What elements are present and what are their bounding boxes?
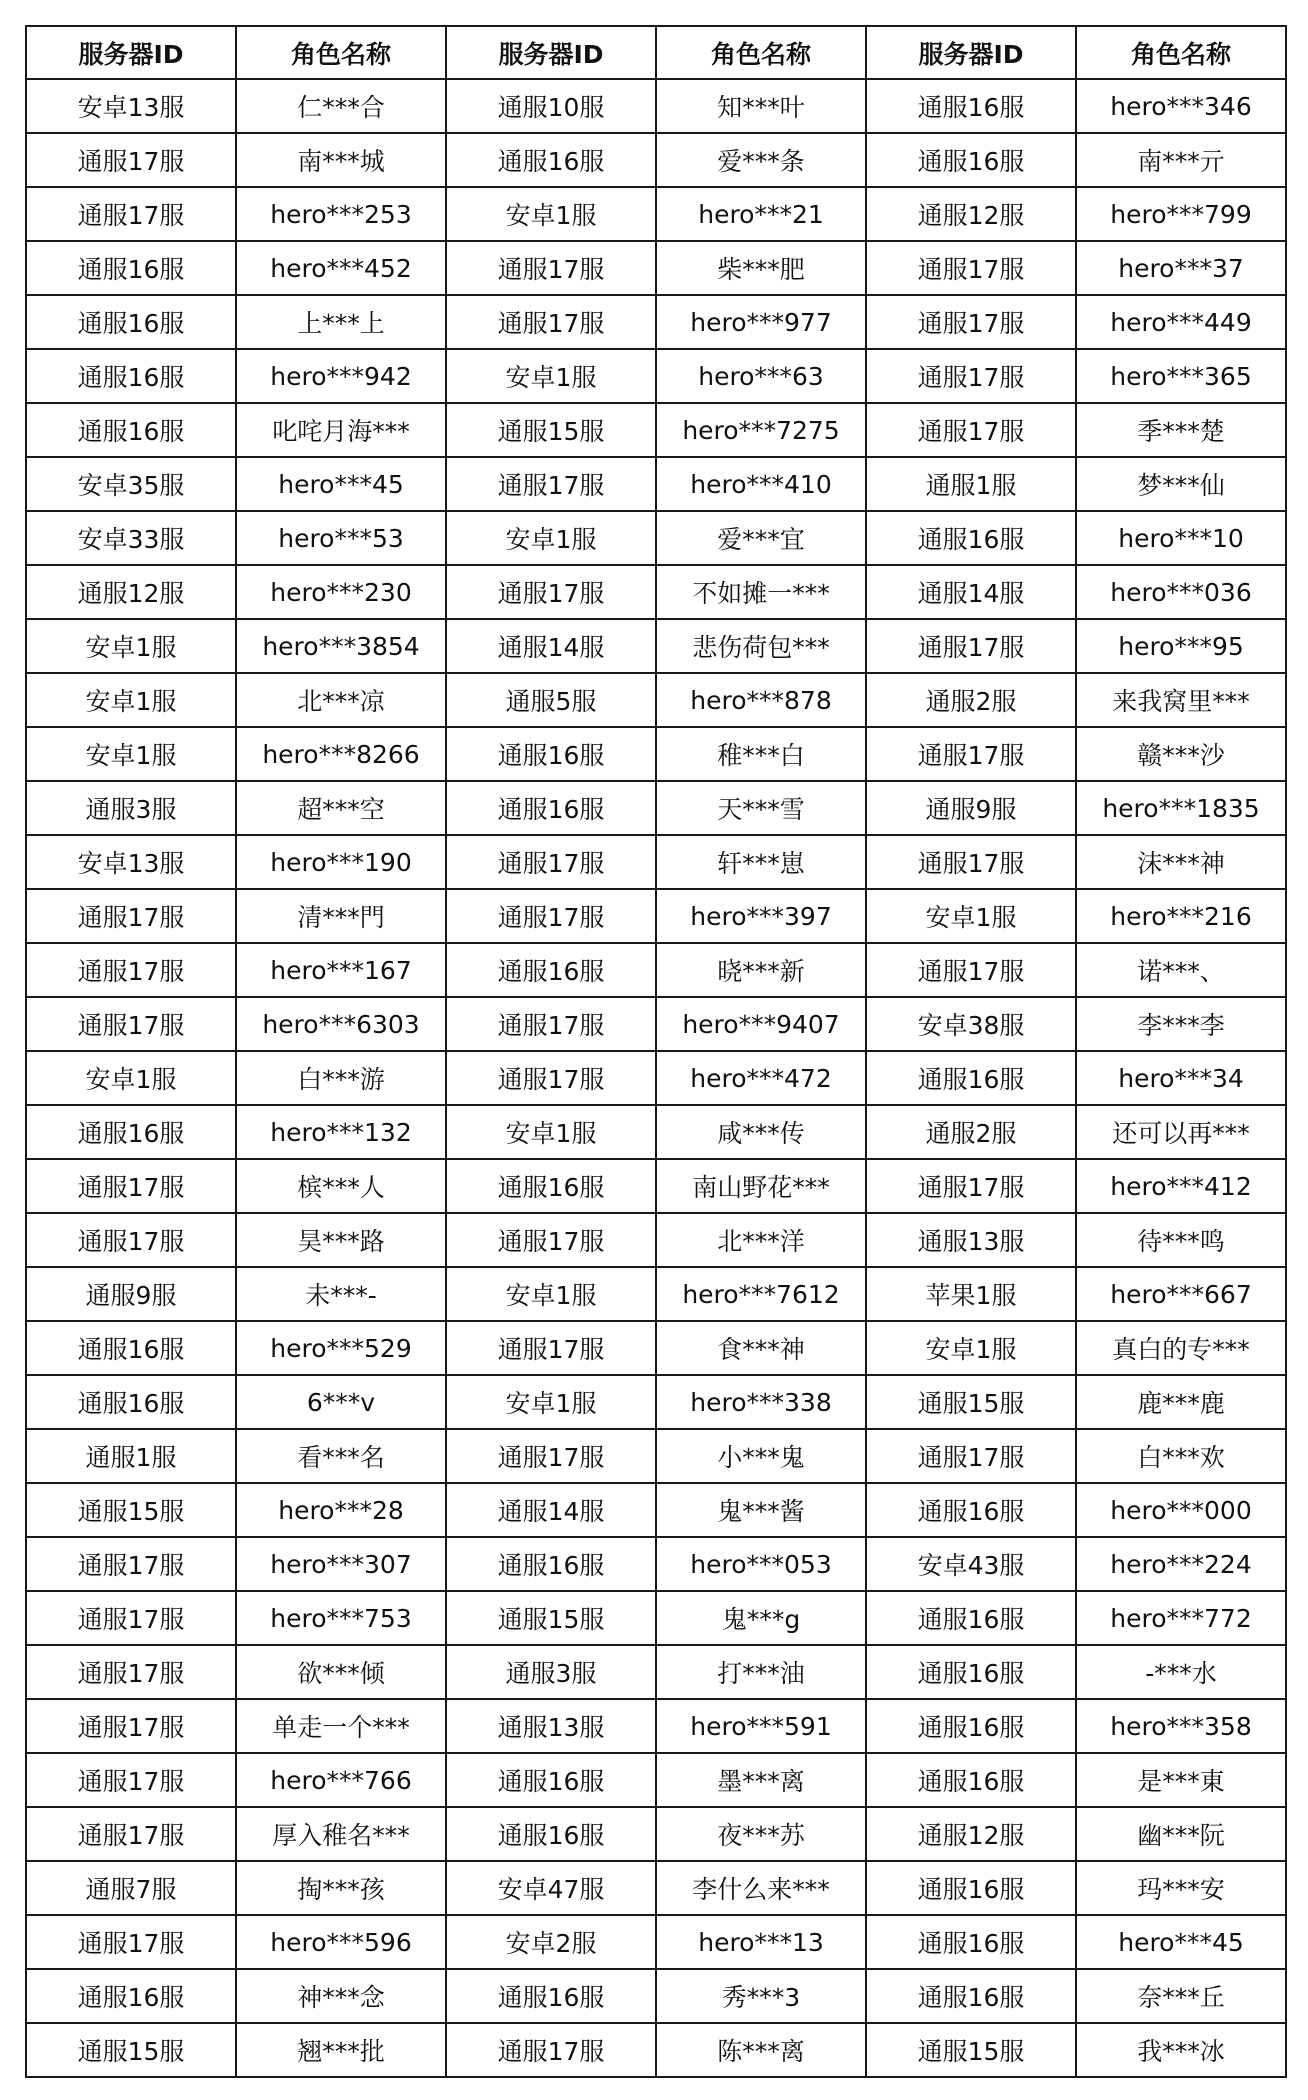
server-id-cell: 通服17服: [446, 1213, 656, 1267]
table-row: [26, 565, 1286, 619]
server-id-cell: 通服16服: [26, 1375, 236, 1429]
server-id-cell: 安卓1服: [26, 727, 236, 781]
role-name-cell: 夜***苏: [656, 1807, 866, 1861]
table-row: [26, 997, 1286, 1051]
role-name-cell: hero***34: [1076, 1051, 1286, 1105]
server-id-cell: 通服12服: [26, 565, 236, 619]
server-id-cell: 通服17服: [446, 241, 656, 295]
server-id-cell: 安卓2服: [446, 1915, 656, 1969]
role-name-cell: 槟***人: [236, 1159, 446, 1213]
role-name-cell: 稚***白: [656, 727, 866, 781]
server-id-cell: 通服12服: [866, 1807, 1076, 1861]
table-row: [26, 889, 1286, 943]
server-id-cell: 通服16服: [866, 1645, 1076, 1699]
server-id-cell: 通服17服: [866, 835, 1076, 889]
server-id-cell: 通服17服: [26, 997, 236, 1051]
server-id-cell: 通服17服: [26, 1645, 236, 1699]
server-id-cell: 通服17服: [866, 727, 1076, 781]
server-id-cell: 通服16服: [26, 241, 236, 295]
server-id-cell: 通服17服: [446, 835, 656, 889]
role-name-cell: 悲伤荷包***: [656, 619, 866, 673]
role-name-cell: hero***878: [656, 673, 866, 727]
server-id-cell: 通服15服: [866, 2023, 1076, 2077]
role-name-cell: hero***21: [656, 187, 866, 241]
table-row: [26, 133, 1286, 187]
table-row: [26, 727, 1286, 781]
role-name-cell: hero***6303: [236, 997, 446, 1051]
role-name-cell: 掏***孩: [236, 1861, 446, 1915]
role-name-cell: 白***欢: [1076, 1429, 1286, 1483]
role-name-cell: hero***230: [236, 565, 446, 619]
role-name-cell: hero***410: [656, 457, 866, 511]
server-id-cell: 安卓43服: [866, 1537, 1076, 1591]
role-name-cell: 幽***阮: [1076, 1807, 1286, 1861]
role-name-cell: 还可以再***: [1076, 1105, 1286, 1159]
table-row: [26, 1915, 1286, 1969]
server-id-cell: 安卓47服: [446, 1861, 656, 1915]
role-name-cell: 昊***路: [236, 1213, 446, 1267]
table-row: [26, 673, 1286, 727]
role-name-cell: 轩***崽: [656, 835, 866, 889]
role-name-cell: hero***053: [656, 1537, 866, 1591]
server-id-cell: 通服16服: [866, 1915, 1076, 1969]
table-row: [26, 1753, 1286, 1807]
server-id-cell: 通服17服: [446, 2023, 656, 2077]
server-id-cell: 通服9服: [26, 1267, 236, 1321]
table-row: [26, 79, 1286, 133]
server-id-cell: 通服16服: [26, 295, 236, 349]
winners-table-container: [25, 25, 1285, 2078]
role-name-cell: 未***-: [236, 1267, 446, 1321]
header-server-id-2: 服务器ID: [446, 26, 656, 79]
role-name-cell: 奈***丘: [1076, 1969, 1286, 2023]
table-row: [26, 511, 1286, 565]
server-id-cell: 通服3服: [446, 1645, 656, 1699]
server-id-cell: 安卓1服: [866, 889, 1076, 943]
server-id-cell: 通服16服: [446, 943, 656, 997]
role-name-cell: hero***397: [656, 889, 866, 943]
server-id-cell: 通服13服: [446, 1699, 656, 1753]
role-name-cell: hero***667: [1076, 1267, 1286, 1321]
role-name-cell: hero***45: [1076, 1915, 1286, 1969]
header-row: [26, 26, 1286, 79]
role-name-cell: hero***53: [236, 511, 446, 565]
role-name-cell: hero***942: [236, 349, 446, 403]
role-name-cell: 鬼***酱: [656, 1483, 866, 1537]
table-row: [26, 1429, 1286, 1483]
role-name-cell: 梦***仙: [1076, 457, 1286, 511]
server-id-cell: 通服17服: [26, 943, 236, 997]
server-id-cell: 通服16服: [866, 1753, 1076, 1807]
server-id-cell: 通服17服: [26, 1591, 236, 1645]
role-name-cell: 爱***宜: [656, 511, 866, 565]
server-id-cell: 安卓13服: [26, 79, 236, 133]
role-name-cell: 南***亓: [1076, 133, 1286, 187]
role-name-cell: hero***449: [1076, 295, 1286, 349]
server-id-cell: 通服17服: [866, 943, 1076, 997]
server-id-cell: 通服17服: [446, 565, 656, 619]
role-name-cell: hero***799: [1076, 187, 1286, 241]
role-name-cell: 李***李: [1076, 997, 1286, 1051]
table-row: [26, 781, 1286, 835]
role-name-cell: hero***224: [1076, 1537, 1286, 1591]
table-row: [26, 457, 1286, 511]
server-id-cell: 通服16服: [866, 1051, 1076, 1105]
role-name-cell: 南山野花***: [656, 1159, 866, 1213]
server-id-cell: 通服10服: [446, 79, 656, 133]
server-id-cell: 通服16服: [26, 1321, 236, 1375]
role-name-cell: hero***753: [236, 1591, 446, 1645]
server-id-cell: 通服5服: [446, 673, 656, 727]
server-id-cell: 安卓35服: [26, 457, 236, 511]
role-name-cell: hero***338: [656, 1375, 866, 1429]
role-name-cell: hero***346: [1076, 79, 1286, 133]
server-id-cell: 通服17服: [26, 1915, 236, 1969]
role-name-cell: hero***7275: [656, 403, 866, 457]
role-name-cell: hero***3854: [236, 619, 446, 673]
role-name-cell: 赣***沙: [1076, 727, 1286, 781]
role-name-cell: 打***油: [656, 1645, 866, 1699]
server-id-cell: 通服16服: [446, 727, 656, 781]
server-id-cell: 通服17服: [866, 241, 1076, 295]
server-id-cell: 通服17服: [26, 1807, 236, 1861]
role-name-cell: -***水: [1076, 1645, 1286, 1699]
role-name-cell: 欲***倾: [236, 1645, 446, 1699]
table-row: [26, 943, 1286, 997]
role-name-cell: 单走一个***: [236, 1699, 446, 1753]
server-id-cell: 通服16服: [446, 1753, 656, 1807]
server-id-cell: 安卓33服: [26, 511, 236, 565]
server-id-cell: 通服16服: [446, 1807, 656, 1861]
server-id-cell: 通服16服: [26, 349, 236, 403]
role-name-cell: hero***7612: [656, 1267, 866, 1321]
table-row: [26, 1321, 1286, 1375]
role-name-cell: 超***空: [236, 781, 446, 835]
table-row: [26, 1213, 1286, 1267]
server-id-cell: 通服1服: [26, 1429, 236, 1483]
role-name-cell: hero***13: [656, 1915, 866, 1969]
table-row: [26, 1645, 1286, 1699]
role-name-cell: hero***190: [236, 835, 446, 889]
table-row: [26, 1105, 1286, 1159]
server-id-cell: 通服17服: [446, 1051, 656, 1105]
server-id-cell: 通服1服: [866, 457, 1076, 511]
role-name-cell: 鹿***鹿: [1076, 1375, 1286, 1429]
role-name-cell: hero***365: [1076, 349, 1286, 403]
role-name-cell: 墨***离: [656, 1753, 866, 1807]
server-id-cell: 通服17服: [26, 1699, 236, 1753]
role-name-cell: hero***472: [656, 1051, 866, 1105]
role-name-cell: hero***529: [236, 1321, 446, 1375]
role-name-cell: hero***1835: [1076, 781, 1286, 835]
role-name-cell: 秀***3: [656, 1969, 866, 2023]
server-id-cell: 安卓1服: [446, 349, 656, 403]
server-id-cell: 通服16服: [866, 1969, 1076, 2023]
role-name-cell: 北***凉: [236, 673, 446, 727]
role-name-cell: 来我窝里***: [1076, 673, 1286, 727]
table-body: [26, 79, 1286, 2077]
server-id-cell: 通服9服: [866, 781, 1076, 835]
role-name-cell: 叱咤月海***: [236, 403, 446, 457]
role-name-cell: 食***神: [656, 1321, 866, 1375]
server-id-cell: 通服17服: [446, 1321, 656, 1375]
server-id-cell: 安卓1服: [866, 1321, 1076, 1375]
role-name-cell: 清***門: [236, 889, 446, 943]
server-id-cell: 通服16服: [26, 1105, 236, 1159]
server-id-cell: 通服14服: [866, 565, 1076, 619]
table-row: [26, 1483, 1286, 1537]
server-id-cell: 通服16服: [866, 1483, 1076, 1537]
table-row: [26, 1537, 1286, 1591]
role-name-cell: hero***307: [236, 1537, 446, 1591]
server-id-cell: 通服17服: [866, 1159, 1076, 1213]
role-name-cell: hero***45: [236, 457, 446, 511]
server-id-cell: 通服16服: [446, 133, 656, 187]
role-name-cell: hero***596: [236, 1915, 446, 1969]
role-name-cell: 季***楚: [1076, 403, 1286, 457]
role-name-cell: hero***253: [236, 187, 446, 241]
table-row: [26, 295, 1286, 349]
server-id-cell: 通服17服: [446, 997, 656, 1051]
header-role-name-2: 角色名称: [656, 26, 866, 79]
server-id-cell: 通服14服: [446, 1483, 656, 1537]
server-id-cell: 通服16服: [446, 1969, 656, 2023]
table-header: [26, 26, 1286, 79]
winners-table: [25, 25, 1287, 2078]
header-role-name-3: 角色名称: [1076, 26, 1286, 79]
table-row: [26, 835, 1286, 889]
server-id-cell: 通服16服: [866, 1699, 1076, 1753]
role-name-cell: hero***28: [236, 1483, 446, 1537]
role-name-cell: 看***名: [236, 1429, 446, 1483]
server-id-cell: 通服16服: [866, 511, 1076, 565]
server-id-cell: 通服17服: [866, 619, 1076, 673]
header-server-id-1: 服务器ID: [26, 26, 236, 79]
server-id-cell: 安卓1服: [446, 187, 656, 241]
role-name-cell: hero***167: [236, 943, 446, 997]
server-id-cell: 通服16服: [26, 1969, 236, 2023]
server-id-cell: 通服16服: [866, 1861, 1076, 1915]
role-name-cell: hero***772: [1076, 1591, 1286, 1645]
role-name-cell: hero***452: [236, 241, 446, 295]
role-name-cell: 神***念: [236, 1969, 446, 2023]
role-name-cell: 天***雪: [656, 781, 866, 835]
server-id-cell: 通服12服: [866, 187, 1076, 241]
role-name-cell: 北***洋: [656, 1213, 866, 1267]
server-id-cell: 安卓1服: [446, 511, 656, 565]
server-id-cell: 安卓1服: [26, 673, 236, 727]
server-id-cell: 通服17服: [26, 187, 236, 241]
table-row: [26, 1051, 1286, 1105]
server-id-cell: 通服15服: [446, 1591, 656, 1645]
server-id-cell: 安卓1服: [446, 1375, 656, 1429]
role-name-cell: 李什么来***: [656, 1861, 866, 1915]
role-name-cell: 真白的专***: [1076, 1321, 1286, 1375]
server-id-cell: 通服17服: [26, 1537, 236, 1591]
table-row: [26, 349, 1286, 403]
role-name-cell: 翘***批: [236, 2023, 446, 2077]
table-row: [26, 1699, 1286, 1753]
server-id-cell: 通服16服: [446, 1159, 656, 1213]
role-name-cell: 陈***离: [656, 2023, 866, 2077]
server-id-cell: 通服7服: [26, 1861, 236, 1915]
table-row: [26, 1807, 1286, 1861]
role-name-cell: 仁***合: [236, 79, 446, 133]
server-id-cell: 通服2服: [866, 1105, 1076, 1159]
server-id-cell: 通服16服: [866, 133, 1076, 187]
server-id-cell: 通服17服: [446, 889, 656, 943]
server-id-cell: 通服17服: [446, 1429, 656, 1483]
table-row: [26, 1969, 1286, 2023]
server-id-cell: 通服16服: [866, 1591, 1076, 1645]
role-name-cell: hero***216: [1076, 889, 1286, 943]
header-server-id-3: 服务器ID: [866, 26, 1076, 79]
server-id-cell: 通服17服: [446, 457, 656, 511]
table-row: [26, 187, 1286, 241]
role-name-cell: 是***東: [1076, 1753, 1286, 1807]
role-name-cell: 白***游: [236, 1051, 446, 1105]
table-row: [26, 2023, 1286, 2077]
server-id-cell: 通服17服: [446, 295, 656, 349]
server-id-cell: 通服17服: [866, 1429, 1076, 1483]
role-name-cell: 咸***传: [656, 1105, 866, 1159]
server-id-cell: 通服17服: [26, 1753, 236, 1807]
role-name-cell: hero***95: [1076, 619, 1286, 673]
server-id-cell: 安卓1服: [446, 1267, 656, 1321]
server-id-cell: 通服16服: [866, 79, 1076, 133]
role-name-cell: 晓***新: [656, 943, 866, 997]
role-name-cell: hero***036: [1076, 565, 1286, 619]
role-name-cell: hero***8266: [236, 727, 446, 781]
role-name-cell: hero***412: [1076, 1159, 1286, 1213]
server-id-cell: 苹果1服: [866, 1267, 1076, 1321]
role-name-cell: hero***132: [236, 1105, 446, 1159]
server-id-cell: 通服17服: [26, 133, 236, 187]
role-name-cell: 不如摊一***: [656, 565, 866, 619]
server-id-cell: 安卓1服: [26, 1051, 236, 1105]
role-name-cell: hero***591: [656, 1699, 866, 1753]
role-name-cell: 玛***安: [1076, 1861, 1286, 1915]
server-id-cell: 通服17服: [866, 349, 1076, 403]
server-id-cell: 安卓1服: [26, 619, 236, 673]
server-id-cell: 通服17服: [866, 295, 1076, 349]
table-row: [26, 1267, 1286, 1321]
role-name-cell: 柴***肥: [656, 241, 866, 295]
role-name-cell: 上***上: [236, 295, 446, 349]
server-id-cell: 安卓38服: [866, 997, 1076, 1051]
role-name-cell: 沫***神: [1076, 835, 1286, 889]
table-row: [26, 403, 1286, 457]
table-row: [26, 1159, 1286, 1213]
role-name-cell: 小***鬼: [656, 1429, 866, 1483]
server-id-cell: 通服2服: [866, 673, 1076, 727]
role-name-cell: hero***000: [1076, 1483, 1286, 1537]
server-id-cell: 安卓13服: [26, 835, 236, 889]
server-id-cell: 通服17服: [26, 889, 236, 943]
table-row: [26, 241, 1286, 295]
server-id-cell: 通服15服: [446, 403, 656, 457]
role-name-cell: 知***叶: [656, 79, 866, 133]
server-id-cell: 通服16服: [446, 781, 656, 835]
role-name-cell: hero***766: [236, 1753, 446, 1807]
role-name-cell: hero***10: [1076, 511, 1286, 565]
role-name-cell: 6***v: [236, 1375, 446, 1429]
server-id-cell: 通服14服: [446, 619, 656, 673]
role-name-cell: 诺***、: [1076, 943, 1286, 997]
server-id-cell: 通服16服: [446, 1537, 656, 1591]
role-name-cell: hero***37: [1076, 241, 1286, 295]
role-name-cell: hero***63: [656, 349, 866, 403]
server-id-cell: 通服17服: [26, 1213, 236, 1267]
server-id-cell: 通服15服: [866, 1375, 1076, 1429]
server-id-cell: 安卓1服: [446, 1105, 656, 1159]
server-id-cell: 通服15服: [26, 2023, 236, 2077]
server-id-cell: 通服3服: [26, 781, 236, 835]
server-id-cell: 通服17服: [26, 1159, 236, 1213]
server-id-cell: 通服15服: [26, 1483, 236, 1537]
role-name-cell: 我***冰: [1076, 2023, 1286, 2077]
role-name-cell: 厚入稚名***: [236, 1807, 446, 1861]
server-id-cell: 通服16服: [26, 403, 236, 457]
table-row: [26, 1591, 1286, 1645]
server-id-cell: 通服17服: [866, 403, 1076, 457]
server-id-cell: 通服13服: [866, 1213, 1076, 1267]
role-name-cell: 爱***条: [656, 133, 866, 187]
table-row: [26, 619, 1286, 673]
role-name-cell: hero***358: [1076, 1699, 1286, 1753]
table-row: [26, 1861, 1286, 1915]
role-name-cell: 南***城: [236, 133, 446, 187]
role-name-cell: hero***977: [656, 295, 866, 349]
table-row: [26, 1375, 1286, 1429]
header-role-name-1: 角色名称: [236, 26, 446, 79]
role-name-cell: 待***鸣: [1076, 1213, 1286, 1267]
role-name-cell: hero***9407: [656, 997, 866, 1051]
role-name-cell: 鬼***g: [656, 1591, 866, 1645]
